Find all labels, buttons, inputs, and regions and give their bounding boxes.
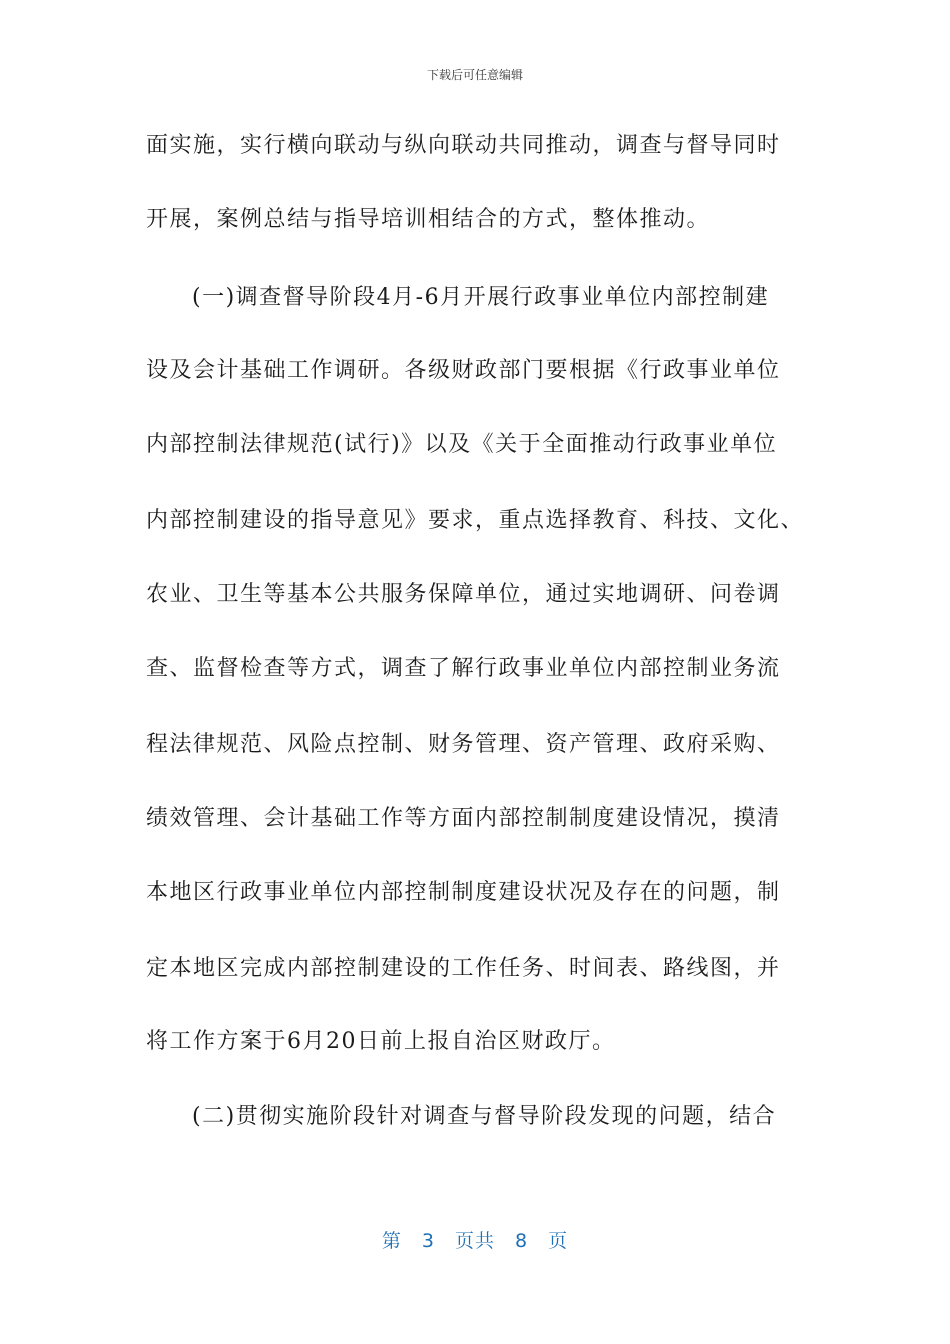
body-line: 内部控制法律规范(试行)》以及《关于全面推动行政事业单位 xyxy=(146,432,778,457)
body-line: 程法律规范、风险点控制、财务管理、资产管理、政府采购、 xyxy=(146,732,781,757)
footer-suffix: 页 xyxy=(548,1230,569,1252)
paragraph-two-start: (二)贯彻实施阶段针对调查与督导阶段发现的问题，结合 xyxy=(192,1104,777,1129)
body-line: 设及会计基础工作调研。各级财政部门要根据《行政事业单位 xyxy=(146,358,781,383)
body-line: 定本地区完成内部控制建设的工作任务、时间表、路线图，并 xyxy=(146,956,781,981)
page-header: 下载后可任意编辑 xyxy=(426,68,523,82)
body-line: 农业、卫生等基本公共服务保障单位，通过实地调研、问卷调 xyxy=(146,582,781,607)
total-page-number: 8 xyxy=(515,1230,529,1252)
body-line: 绩效管理、会计基础工作等方面内部控制制度建设情况，摸清 xyxy=(146,806,781,831)
paragraph-one-start: (一)调查督导阶段4月-6月开展行政事业单位内部控制建 xyxy=(192,285,770,310)
current-page-number: 3 xyxy=(421,1230,435,1252)
body-line: 将工作方案于6月20日前上报自治区财政厅。 xyxy=(146,1029,616,1054)
page-footer xyxy=(0,1226,950,1253)
body-line: 查、监督检查等方式，调查了解行政事业单位内部控制业务流 xyxy=(146,656,781,681)
body-line: 开展，案例总结与指导培训相结合的方式，整体推动。 xyxy=(146,207,711,232)
footer-prefix: 第 xyxy=(381,1230,402,1252)
footer-middle: 页共 xyxy=(454,1230,495,1252)
body-line: 面实施，实行横向联动与纵向联动共同推动，调查与督导同时 xyxy=(146,133,781,158)
body-line: 本地区行政事业单位内部控制制度建设状况及存在的问题，制 xyxy=(146,880,781,905)
body-line: 内部控制建设的指导意见》要求，重点选择教育、科技、文化、 xyxy=(146,508,805,533)
